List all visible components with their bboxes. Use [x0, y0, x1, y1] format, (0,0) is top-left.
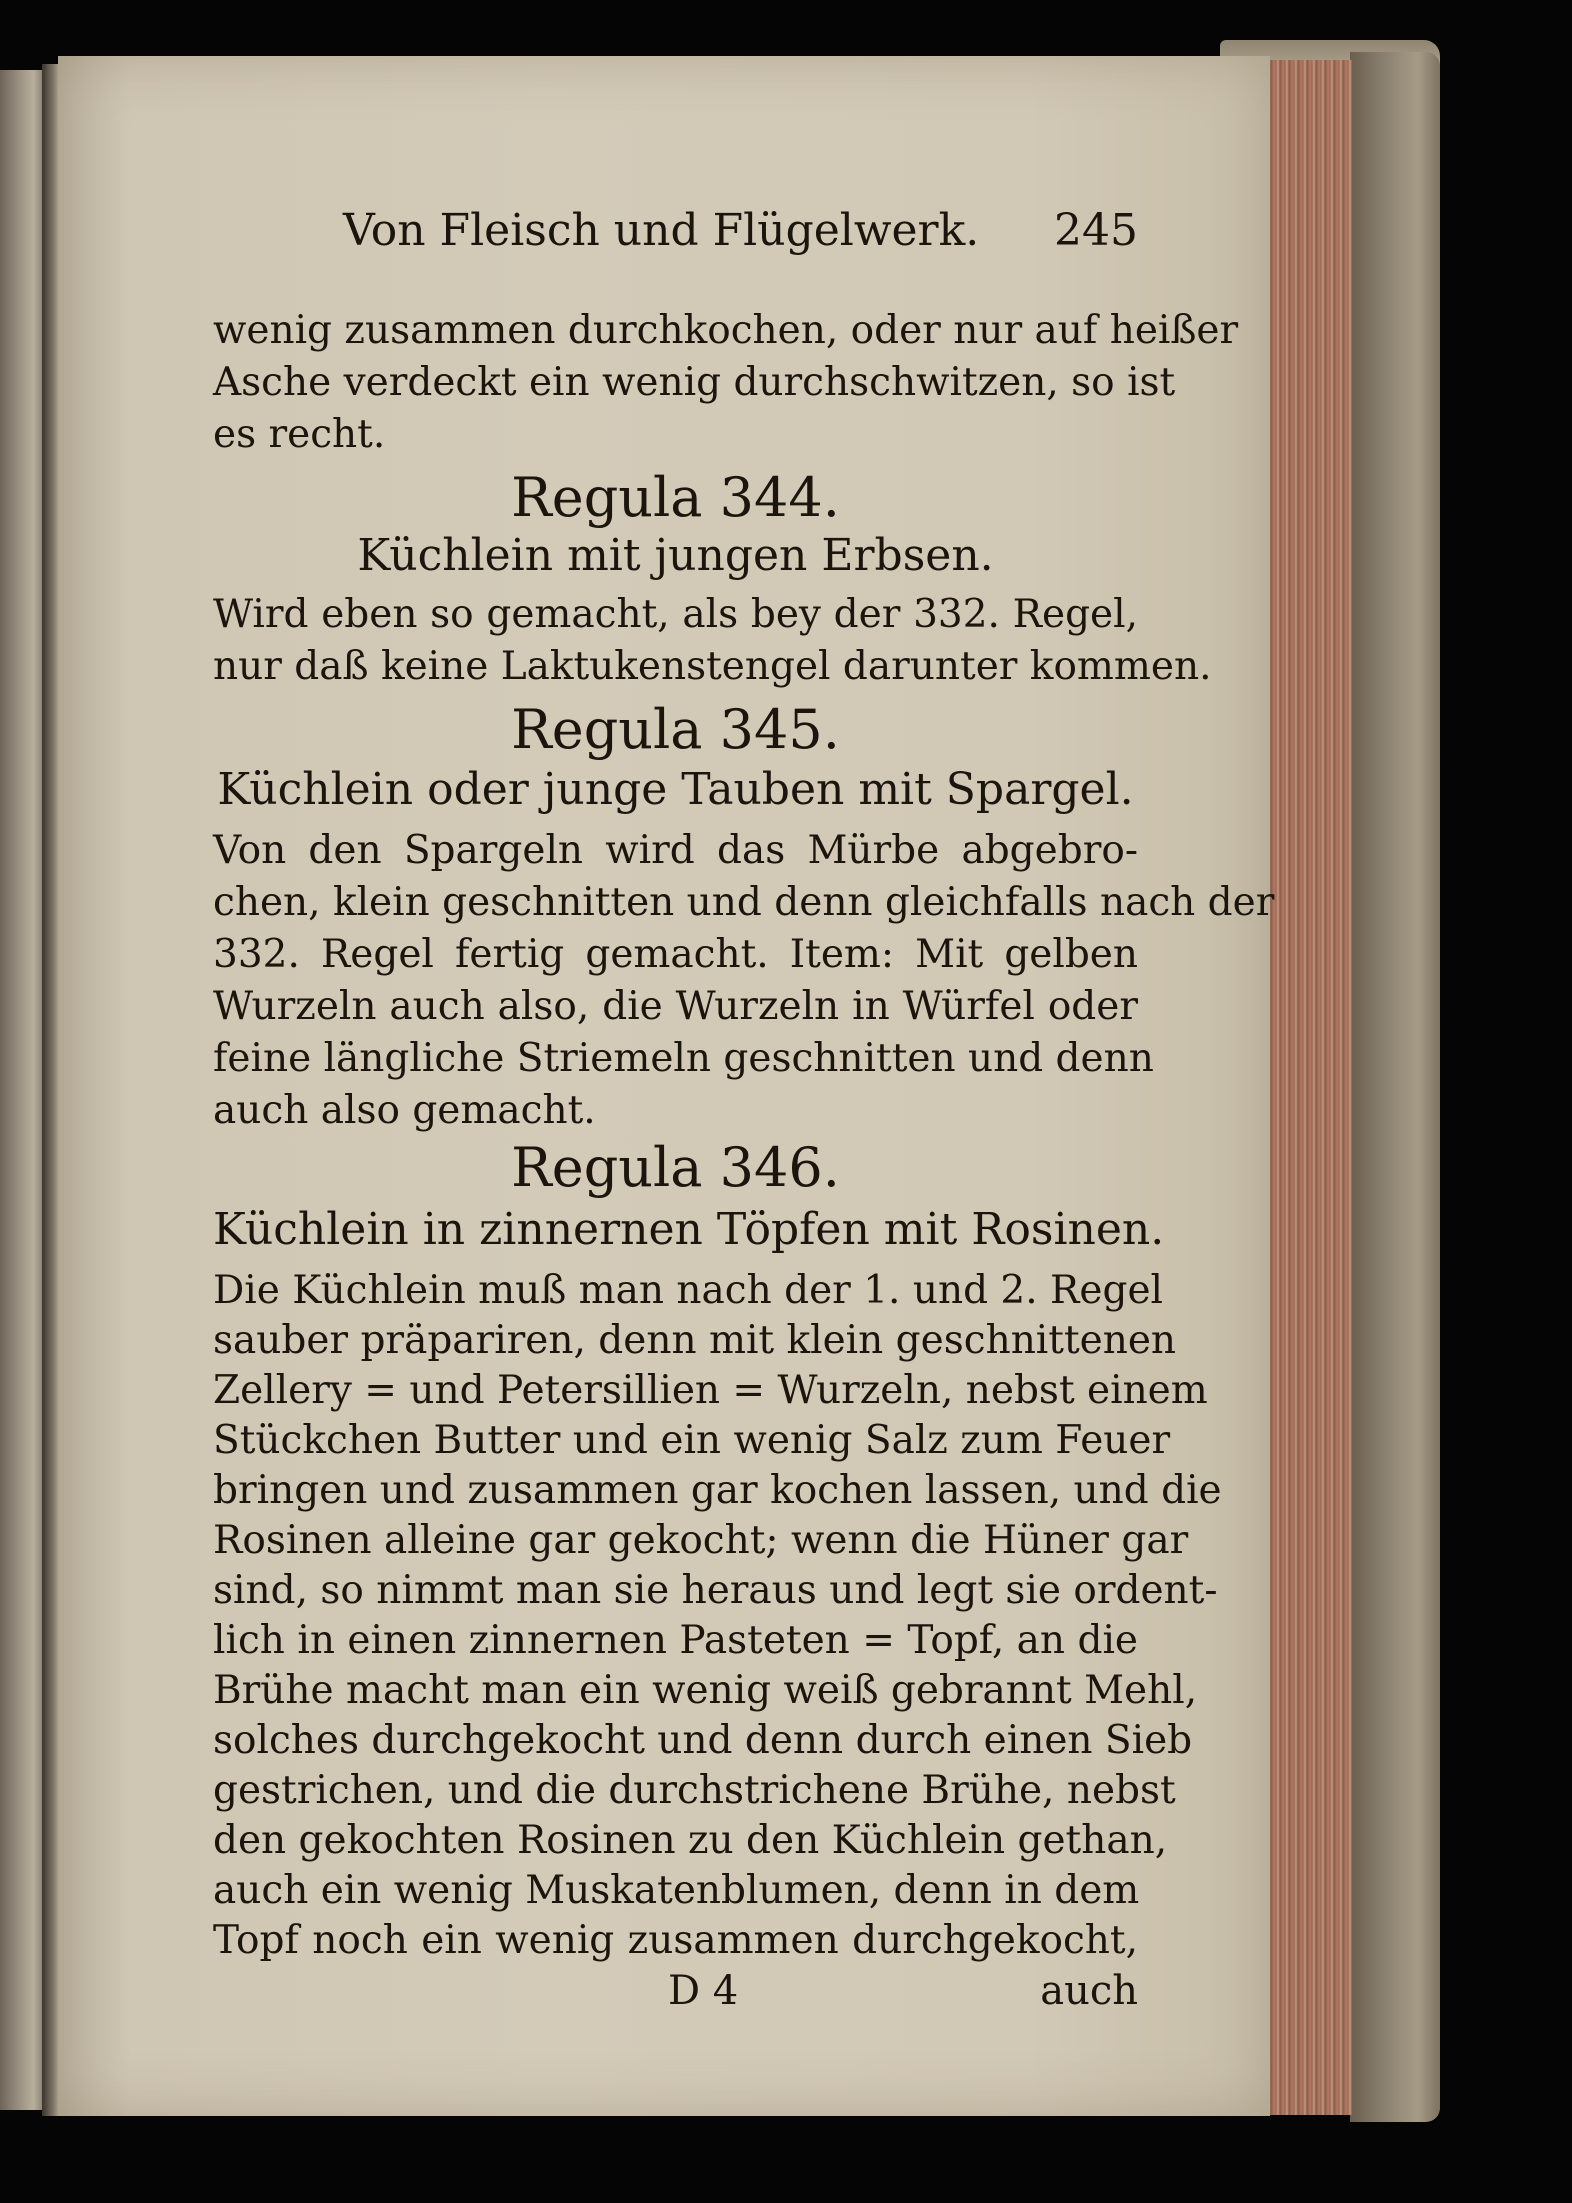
running-title: Von Fleisch und Flügelwerk. — [343, 205, 980, 256]
text-line: Stückchen Butter und ein wenig Salz zum Feuer — [213, 1418, 1171, 1463]
text-line: Von den Spargeln wird das Mürbe abgebro- — [213, 828, 1138, 873]
text-line: gestrichen, und die durchstrichene Brühe, nebst — [213, 1768, 1176, 1813]
text-line: Zellery = und Petersillien = Wurzeln, nebst einem — [213, 1368, 1208, 1413]
text-line: wenig zusammen durchkochen, oder nur auf heißer — [213, 308, 1239, 353]
text-line: 332. Regel fertig gemacht. Item: Mit gelben — [213, 932, 1138, 977]
signature-mark: D 4 — [668, 1968, 739, 2014]
regula-heading: Regula 345. — [511, 698, 840, 761]
text-line: Brühe macht man ein wenig weiß gebrannt Mehl, — [213, 1668, 1198, 1713]
text-line: lich in einen zinnernen Pasteten = Topf, an die — [213, 1618, 1138, 1663]
text-line: Asche verdeckt ein wenig durchschwitzen, so ist — [213, 360, 1176, 405]
previous-page-edge — [0, 70, 42, 2110]
regula-heading: Regula 346. — [511, 1136, 840, 1199]
page-block-edges — [1262, 60, 1352, 2115]
text-line: auch also gemacht. — [213, 1088, 596, 1133]
section-title: Küchlein oder junge Tauben mit Spargel. — [217, 764, 1134, 815]
text-line: Wurzeln auch also, die Wurzeln in Würfel oder — [213, 984, 1138, 1029]
text-line: den gekochten Rosinen zu den Küchlein gethan, — [213, 1818, 1168, 1863]
text-line: sind, so nimmt man sie heraus und legt sie ordent- — [213, 1568, 1218, 1613]
text-line: Die Küchlein muß man nach der 1. und 2. Regel — [213, 1268, 1163, 1313]
text-line: bringen und zusammen gar kochen lassen, und die — [213, 1468, 1222, 1513]
text-line: feine längliche Striemeln geschnitten und denn — [213, 1036, 1154, 1081]
text-line: nur daß keine Laktukenstengel darunter kommen. — [213, 644, 1212, 689]
book-page — [58, 56, 1275, 2116]
text-line: sauber präpariren, denn mit klein geschnittenen — [213, 1318, 1177, 1363]
text-line: Topf noch ein wenig zusammen durchgekocht, — [213, 1918, 1138, 1963]
text-line: chen, klein geschnitten und denn gleichfalls nach der — [213, 880, 1275, 925]
catchword: auch — [1040, 1968, 1138, 2014]
text-line: Wird eben so gemacht, als bey der 332. Regel, — [213, 592, 1138, 637]
text-line: Rosinen alleine gar gekocht; wenn die Hüner gar — [213, 1518, 1189, 1563]
text-line: auch ein wenig Muskatenblumen, denn in dem — [213, 1868, 1140, 1913]
section-title: Küchlein in zinnernen Töpfen mit Rosinen. — [213, 1204, 1165, 1255]
text-line: es recht. — [213, 412, 386, 457]
book-cover-edge — [1350, 52, 1440, 2122]
text-line: solches durchgekocht und denn durch einen Sieb — [213, 1718, 1193, 1763]
section-title: Küchlein mit jungen Erbsen. — [357, 530, 994, 581]
page-number: 245 — [1054, 205, 1138, 256]
regula-heading: Regula 344. — [511, 466, 840, 529]
